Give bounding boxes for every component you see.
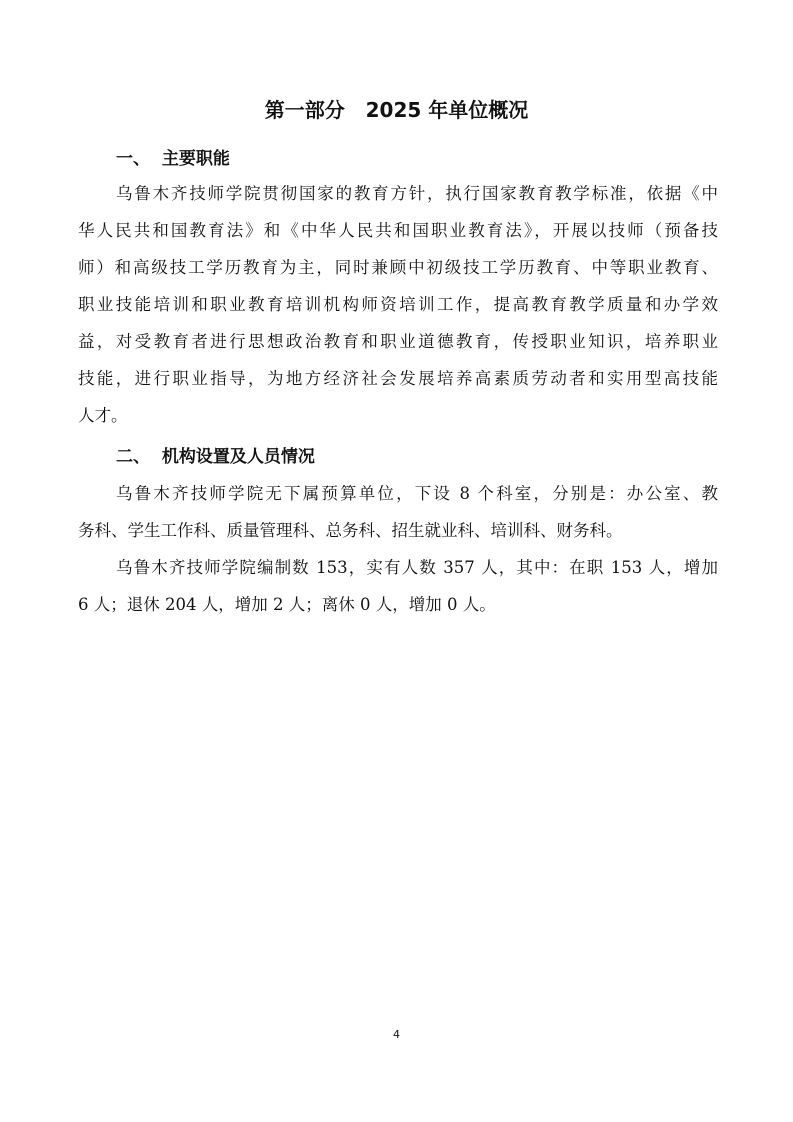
page-number: 4 [393,1028,400,1041]
paragraph-line: 职业技能培训和职业教育培训机构师资培训工作，提高教育教学质量和办学效 [78,295,718,314]
paragraph-line: 师）和高级技工学历教育为主，同时兼顾中初级技工学历教育、中等职业教育、 [78,258,718,277]
section-heading-main-functions: 一、 主要职能 [116,149,230,169]
paragraph-line: 乌鲁木齐技师学院无下属预算单位，下设 8 个科室，分别是：办公室、教 [116,484,718,503]
paragraph-line: 益，对受教育者进行思想政治教育和职业道德教育，传授职业知识，培养职业 [78,332,718,351]
paragraph-organization [78,475,718,549]
paragraph-line: 人才。 [78,406,128,425]
paragraph-line: 乌鲁木齐技师学院编制数 153，实有人数 357 人，其中：在职 153 人，增加 [116,558,718,577]
section-heading-organization-staffing: 二、 机构设置及人员情况 [116,447,315,467]
paragraph-line: 务科、学生工作科、质量管理科、总务科、招生就业科、培训科、财务科。 [78,521,623,540]
paragraph-line: 技能，进行职业指导，为地方经济社会发展培养高素质劳动者和实用型高技能 [78,369,718,388]
paragraph-line: 乌鲁木齐技师学院贯彻国家的教育方针，执行国家教育教学标准，依据《中 [116,184,718,203]
paragraph-staffing [78,549,718,623]
paragraph-line: 6 人；退休 204 人，增加 2 人；离休 0 人，增加 0 人。 [78,595,496,614]
page-title: 第一部分 2025 年单位概况 [264,98,529,122]
paragraph-line: 华人民共和国教育法》和《中华人民共和国职业教育法》，开展以技师（预备技 [78,221,718,240]
paragraph-main-functions [78,175,718,434]
